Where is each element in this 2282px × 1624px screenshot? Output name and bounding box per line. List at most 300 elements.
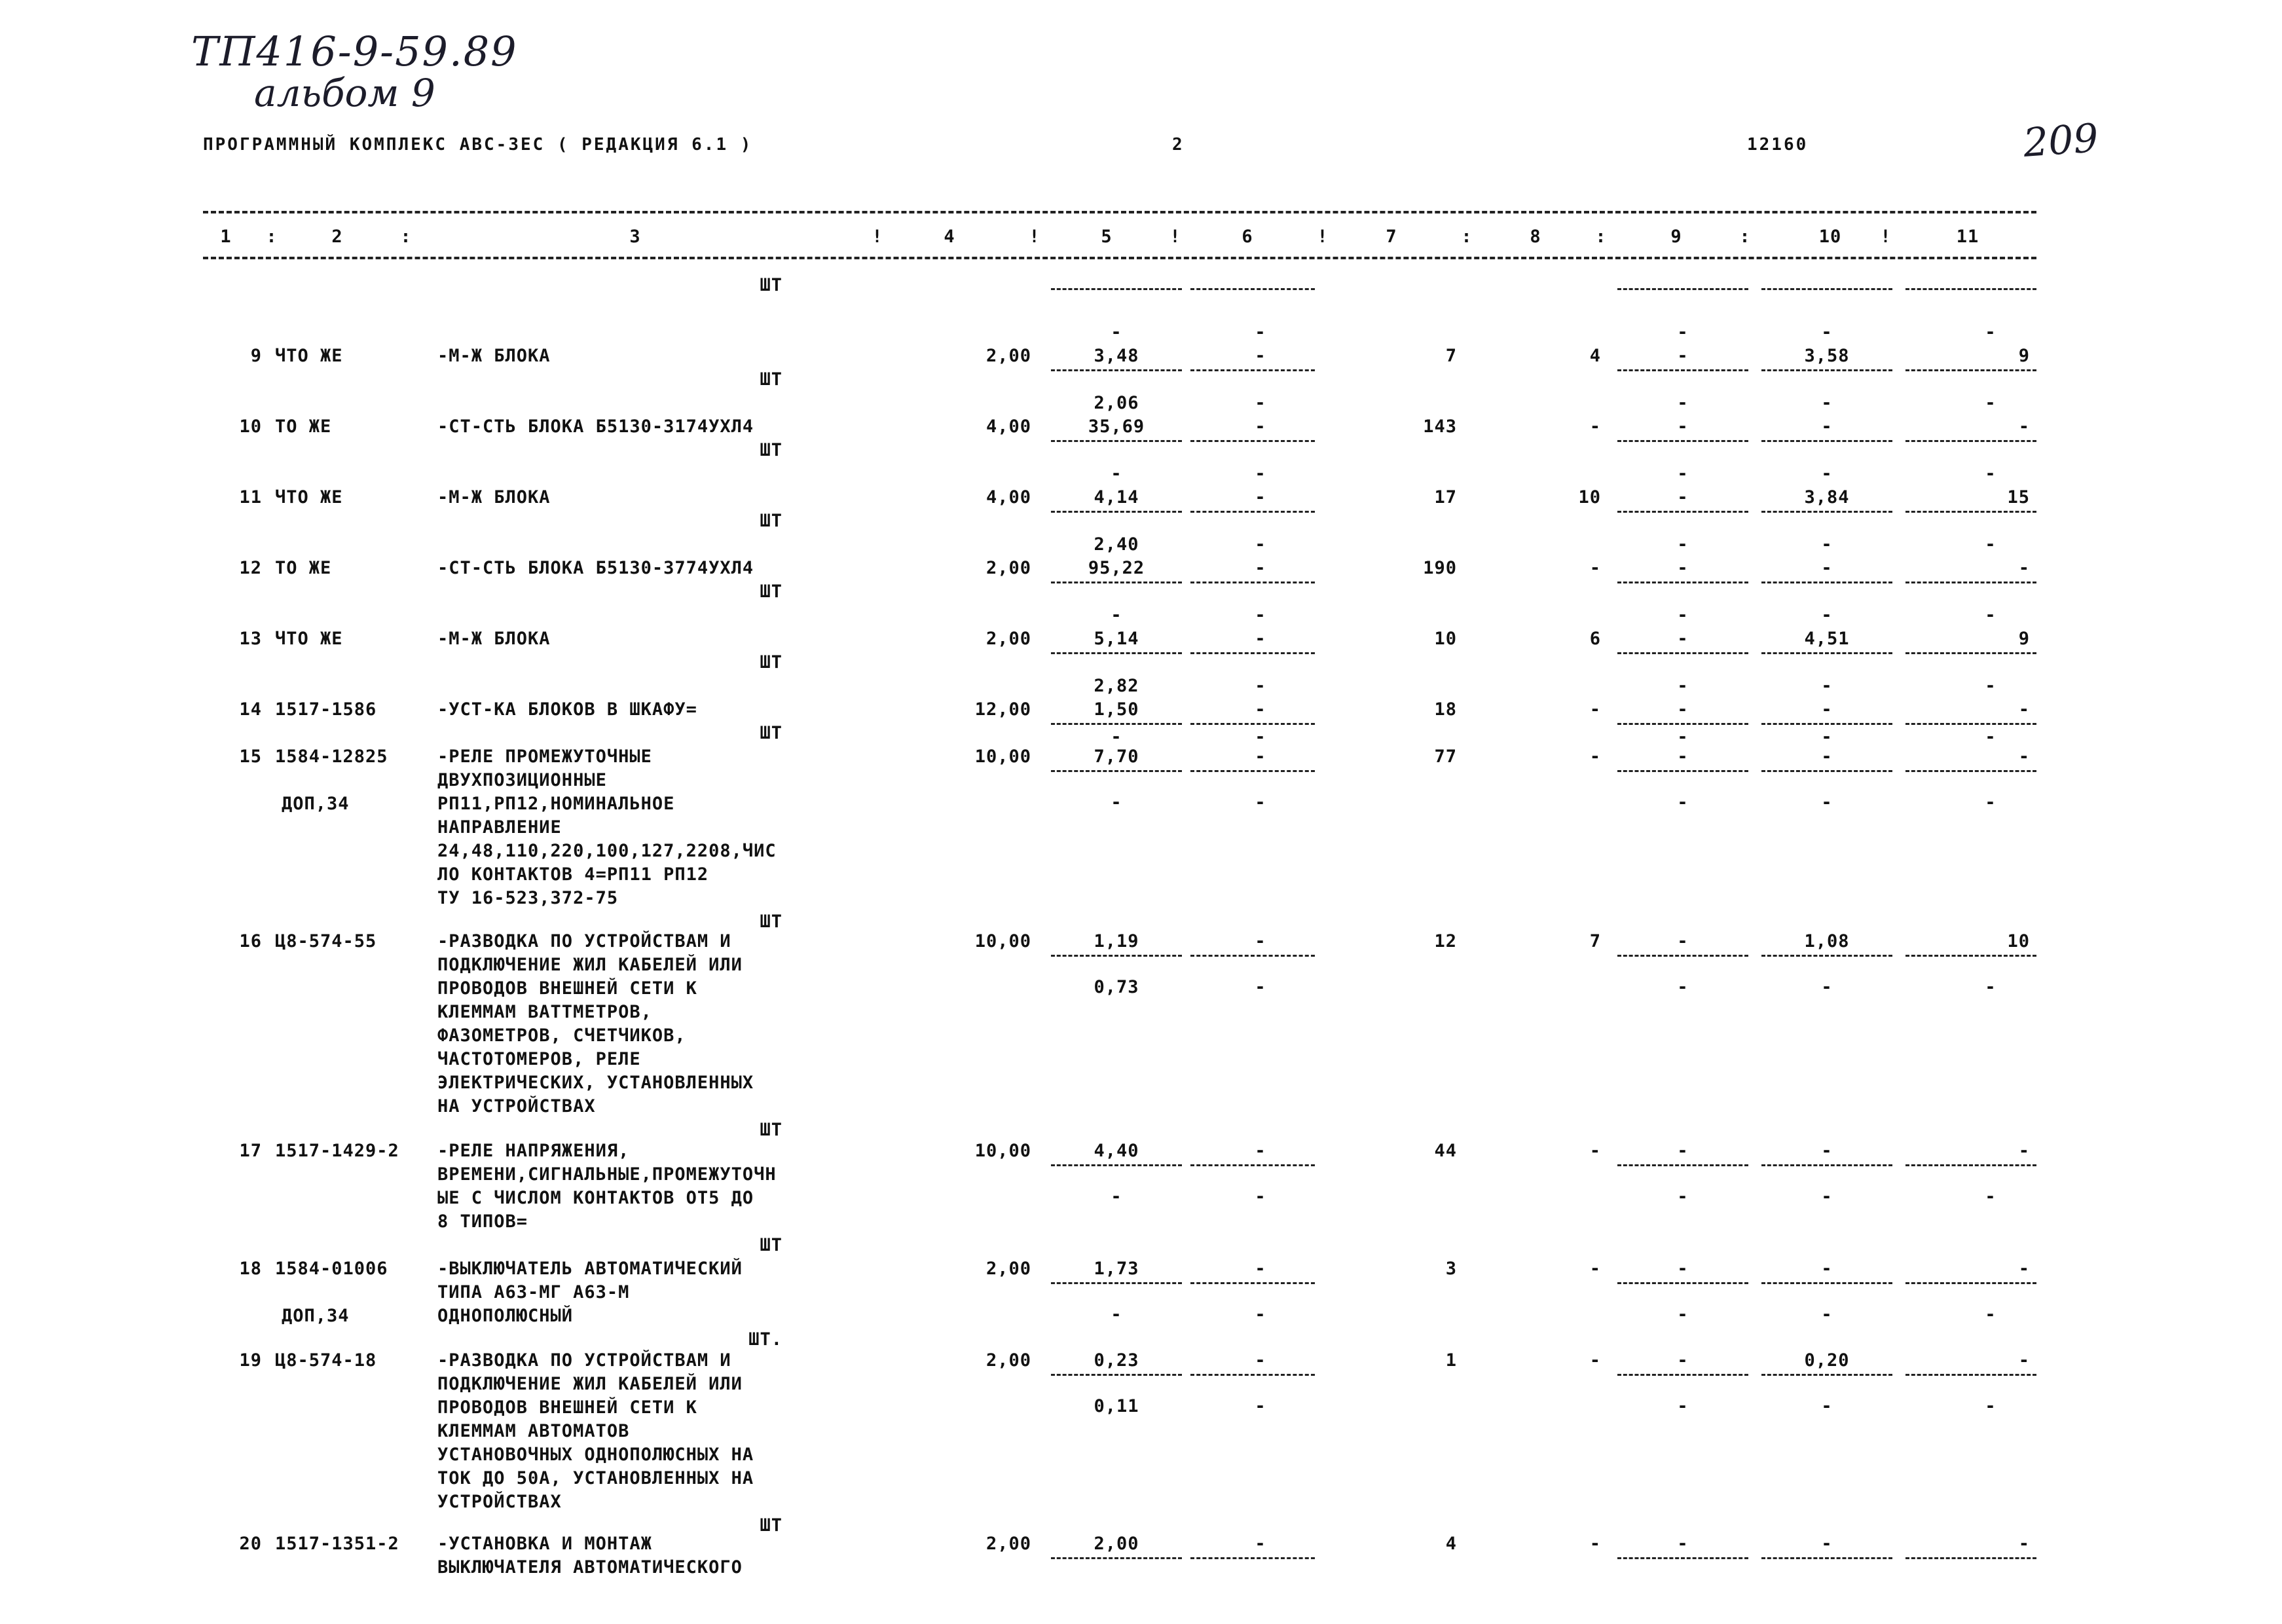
row-code: 1584-01006	[275, 1259, 388, 1279]
row-description: -УСТ-КА БЛОКОВ В ШКАФУ=	[437, 699, 697, 720]
cell-divider-dashes	[1905, 723, 2036, 725]
column-header-2: :	[266, 227, 278, 247]
unit-label: ШТ	[760, 723, 782, 743]
cell-divider-dashes	[1905, 511, 2036, 513]
col-10-value: -	[1821, 1396, 1833, 1416]
cell-divider-dashes	[1051, 511, 1182, 513]
col-11-value: -	[1985, 322, 1997, 342]
cell-divider-dashes	[1905, 1282, 2036, 1284]
row-description: ПРОВОДОВ ВНЕШНЕЙ СЕТИ К	[437, 1397, 697, 1418]
col-7-value: 10	[1434, 629, 1457, 649]
col-5-value: 0,23	[1094, 1350, 1139, 1371]
column-header-16: :	[1595, 227, 1607, 247]
cell-divider-dashes	[1905, 1557, 2036, 1559]
cell-divider-dashes	[1051, 955, 1182, 957]
column-header-14: :	[1461, 227, 1473, 247]
unit-label: ШТ	[760, 652, 782, 673]
cell-divider-dashes	[1905, 955, 2036, 957]
unit-label: ШТ	[760, 1235, 782, 1255]
col-5-value: -	[1111, 1304, 1122, 1325]
row-description: ДВУХПОЗИЦИОННЫЕ	[437, 770, 607, 790]
col-7-value: 7	[1445, 346, 1457, 366]
col-4-value: 4,00	[985, 416, 1031, 437]
row-description: НА УСТРОЙСТВАХ	[437, 1096, 596, 1116]
handwritten-document-code: ТП416-9-59.89	[191, 28, 518, 75]
col-5-value: 3,48	[1094, 346, 1139, 366]
col-8-value: 4	[1589, 346, 1601, 366]
row-description: УСТАНОВОЧНЫХ ОДНОПОЛЮСНЫХ НА	[437, 1445, 754, 1465]
column-header-5: 3	[629, 227, 641, 247]
col-5-value: 35,69	[1088, 416, 1145, 437]
col-5-value: 4,14	[1094, 487, 1139, 507]
cell-divider-dashes	[1761, 1557, 1892, 1559]
row-description: -М-Ж БЛОКА	[437, 629, 551, 649]
col-5-value: -	[1111, 464, 1122, 484]
program-title: ПРОГРАММНЫЙ КОМПЛЕКС АВС-ЗЕС ( РЕДАКЦИЯ 6.1 )	[203, 135, 753, 155]
cell-divider-dashes	[1051, 1374, 1182, 1376]
row-description: -РЕЛЕ НАПРЯЖЕНИЯ,	[437, 1141, 630, 1161]
col-6-value: -	[1255, 1350, 1266, 1371]
col-6-value: -	[1255, 629, 1266, 649]
col-6-value: -	[1255, 1534, 1266, 1554]
col-11-value: 10	[2007, 931, 2030, 951]
cell-divider-dashes	[1761, 369, 1892, 371]
row-number: 14	[239, 699, 262, 720]
cell-divider-dashes	[1190, 770, 1315, 772]
col-7-value: 190	[1423, 558, 1457, 578]
col-6-value: -	[1255, 346, 1266, 366]
col-10-value: -	[1821, 1534, 1833, 1554]
col-9-value: -	[1677, 977, 1689, 997]
row-description: -УСТАНОВКА И МОНТАЖ	[437, 1534, 652, 1554]
col-7-value: 77	[1434, 747, 1457, 767]
col-6-value: -	[1255, 977, 1266, 997]
col-10-value: 3,84	[1804, 487, 1850, 507]
col-7-value: 12	[1434, 931, 1457, 951]
col-9-value: -	[1677, 322, 1689, 342]
col-10-value: -	[1821, 1304, 1833, 1325]
col-9-value: -	[1677, 1141, 1689, 1161]
program-code: 12160	[1747, 135, 1809, 155]
col-9-value: -	[1677, 1259, 1689, 1279]
col-10-value: -	[1821, 1187, 1833, 1207]
row-number: 11	[239, 487, 262, 507]
column-header-6: !	[872, 227, 883, 247]
col-5-value: 1,19	[1094, 931, 1139, 951]
col-7-value: 44	[1434, 1141, 1457, 1161]
col-11-value: -	[2018, 1350, 2030, 1371]
cell-divider-dashes	[1617, 440, 1748, 442]
column-header-19: 10	[1818, 227, 1842, 247]
cell-divider-dashes	[1905, 288, 2036, 290]
col-9-value: -	[1677, 1304, 1689, 1325]
cell-divider-dashes	[1617, 955, 1748, 957]
col-9-value: -	[1677, 1350, 1689, 1371]
col-8-value: -	[1589, 747, 1601, 767]
col-6-value: -	[1255, 1187, 1266, 1207]
col-9-value: -	[1677, 699, 1689, 720]
col-10-value: -	[1821, 1259, 1833, 1279]
col-6-value: -	[1255, 605, 1266, 625]
col-5-value: -	[1111, 1187, 1122, 1207]
col-6-value: -	[1255, 534, 1266, 555]
col-7-value: 17	[1434, 487, 1457, 507]
cell-divider-dashes	[1190, 652, 1315, 654]
col-5-value: 0,73	[1094, 977, 1139, 997]
cell-divider-dashes	[1051, 1557, 1182, 1559]
column-header-21: 11	[1956, 227, 1979, 247]
row-number: 13	[239, 629, 262, 649]
cell-divider-dashes	[1617, 511, 1748, 513]
col-10-value: -	[1821, 393, 1833, 413]
col-10-value: 0,20	[1804, 1350, 1850, 1371]
col-6-value: -	[1255, 931, 1266, 951]
col-9-value: -	[1677, 1187, 1689, 1207]
col-6-value: -	[1255, 1141, 1266, 1161]
cell-divider-dashes	[1190, 955, 1315, 957]
handwritten-page-number: 209	[2021, 115, 2100, 166]
row-description: -ВЫКЛЮЧАТЕЛЬ АВТОМАТИЧЕСКИЙ	[437, 1259, 743, 1279]
cell-divider-dashes	[1617, 1557, 1748, 1559]
col-11-value: -	[2018, 747, 2030, 767]
cell-divider-dashes	[1905, 581, 2036, 583]
row-description: -РАЗВОДКА ПО УСТРОЙСТВАМ И	[437, 931, 731, 951]
row-description: ФАЗОМЕТРОВ, СЧЕТЧИКОВ,	[437, 1025, 686, 1046]
unit-label: ШТ	[760, 275, 782, 295]
col-11-value: -	[1985, 1187, 1997, 1207]
cell-divider-dashes	[1051, 581, 1182, 583]
unit-label: ШТ	[760, 1120, 782, 1140]
column-header-17: 9	[1670, 227, 1682, 247]
row-number: 16	[239, 931, 262, 951]
cell-divider-dashes	[1051, 369, 1182, 371]
handwritten-album-label: альбом 9	[254, 71, 435, 115]
cell-divider-dashes	[1051, 1282, 1182, 1284]
cell-divider-dashes	[1905, 652, 2036, 654]
row-description: ВРЕМЕНИ,СИГНАЛЬНЫЕ,ПРОМЕЖУТОЧН	[437, 1164, 777, 1185]
col-9-value: -	[1677, 464, 1689, 484]
row-description: -СТ-СТЬ БЛОКА Б5130-3174УХЛ4	[437, 416, 754, 437]
col-9-value: -	[1677, 747, 1689, 767]
cell-divider-dashes	[1761, 440, 1892, 442]
col-5-value: 1,73	[1094, 1259, 1139, 1279]
unit-label: ШТ	[760, 1515, 782, 1536]
column-header-8: !	[1029, 227, 1040, 247]
col-4-value: 12,00	[974, 699, 1031, 720]
row-number: 15	[239, 747, 262, 767]
col-6-value: -	[1255, 727, 1266, 747]
col-6-value: -	[1255, 676, 1266, 696]
unit-label: ШТ	[760, 511, 782, 531]
col-9-value: -	[1677, 416, 1689, 437]
cell-divider-dashes	[1617, 770, 1748, 772]
cell-divider-dashes	[1761, 288, 1892, 290]
col-11-value: -	[2018, 699, 2030, 720]
col-9-value: -	[1677, 1534, 1689, 1554]
col-7-value: 143	[1423, 416, 1457, 437]
cell-divider-dashes	[1051, 288, 1182, 290]
col-11-value: -	[1985, 676, 1997, 696]
row-description: -М-Ж БЛОКА	[437, 346, 551, 366]
cell-divider-dashes	[1761, 652, 1892, 654]
cell-divider-dashes	[1190, 581, 1315, 583]
col-6-value: -	[1255, 1396, 1266, 1416]
col-11-value: -	[1985, 534, 1997, 555]
row-code: ЧТО ЖЕ	[275, 487, 343, 507]
column-header-20: !	[1880, 227, 1892, 247]
row-description: ОДНОПОЛЮСНЫЙ	[437, 1306, 574, 1326]
column-header-3: 2	[331, 227, 343, 247]
col-8-value: -	[1589, 416, 1601, 437]
col-10-value: -	[1821, 676, 1833, 696]
col-11-value: 15	[2007, 487, 2030, 507]
row-description: ПОДКЛЮЧЕНИЕ ЖИЛ КАБЕЛЕЙ ИЛИ	[437, 1374, 743, 1394]
col-6-value: -	[1255, 416, 1266, 437]
row-description: -РЕЛЕ ПРОМЕЖУТОЧНЫЕ	[437, 747, 652, 767]
col-9-value: -	[1677, 346, 1689, 366]
col-8-value: 7	[1589, 931, 1601, 951]
row-code-extra: ДОП,34	[282, 794, 350, 814]
col-5-value: 4,40	[1094, 1141, 1139, 1161]
col-4-value: 10,00	[974, 1141, 1031, 1161]
col-10-value: -	[1821, 534, 1833, 555]
cell-divider-dashes	[1190, 723, 1315, 725]
column-header-9: 5	[1101, 227, 1113, 247]
cell-divider-dashes	[1190, 369, 1315, 371]
row-number: 17	[239, 1141, 262, 1161]
col-8-value: 6	[1589, 629, 1601, 649]
col-11-value: -	[1985, 605, 1997, 625]
col-10-value: -	[1821, 727, 1833, 747]
row-description: ПОДКЛЮЧЕНИЕ ЖИЛ КАБЕЛЕЙ ИЛИ	[437, 955, 743, 975]
col-5-value: 2,82	[1094, 676, 1139, 696]
col-5-value: 1,50	[1094, 699, 1139, 720]
col-10-value: -	[1821, 1141, 1833, 1161]
cell-divider-dashes	[1617, 1374, 1748, 1376]
col-8-value: -	[1589, 558, 1601, 578]
col-9-value: -	[1677, 605, 1689, 625]
row-description: -СТ-СТЬ БЛОКА Б5130-3774УХЛ4	[437, 558, 754, 578]
row-code: ТО ЖЕ	[275, 416, 332, 437]
row-code: 1517-1351-2	[275, 1534, 399, 1554]
cell-divider-dashes	[1617, 288, 1748, 290]
col-10-value: -	[1821, 699, 1833, 720]
col-6-value: -	[1255, 1304, 1266, 1325]
row-number: 10	[239, 416, 262, 437]
row-number: 9	[250, 346, 262, 366]
table-top-rule	[203, 211, 2036, 213]
cell-divider-dashes	[1617, 581, 1748, 583]
cell-divider-dashes	[1190, 1282, 1315, 1284]
row-description: -РАЗВОДКА ПО УСТРОЙСТВАМ И	[437, 1350, 731, 1371]
col-6-value: -	[1255, 487, 1266, 507]
row-description: КЛЕММАМ ВАТТМЕТРОВ,	[437, 1002, 652, 1022]
column-header-7: 4	[944, 227, 955, 247]
row-description: ПРОВОДОВ ВНЕШНЕЙ СЕТИ К	[437, 978, 697, 999]
row-code: Ц8-574-55	[275, 931, 377, 951]
row-number: 12	[239, 558, 262, 578]
col-5-value: 0,11	[1094, 1396, 1139, 1416]
col-6-value: -	[1255, 792, 1266, 813]
col-5-value: -	[1111, 727, 1122, 747]
cell-divider-dashes	[1617, 369, 1748, 371]
col-11-value: -	[1985, 393, 1997, 413]
col-10-value: -	[1821, 792, 1833, 813]
row-description: РП11,РП12,НОМИНАЛЬНОЕ	[437, 794, 675, 814]
col-7-value: 18	[1434, 699, 1457, 720]
row-code-extra: ДОП,34	[282, 1306, 350, 1326]
cell-divider-dashes	[1617, 652, 1748, 654]
unit-label: ШТ	[760, 369, 782, 390]
column-header-10: !	[1169, 227, 1181, 247]
table-header-rule	[203, 257, 2036, 259]
cell-divider-dashes	[1761, 1164, 1892, 1166]
cell-divider-dashes	[1051, 652, 1182, 654]
cell-divider-dashes	[1617, 1282, 1748, 1284]
row-description: ЛО КОНТАКТОВ 4=РП11 РП12	[437, 864, 709, 885]
col-8-value: 10	[1578, 487, 1601, 507]
col-9-value: -	[1677, 487, 1689, 507]
cell-divider-dashes	[1617, 1164, 1748, 1166]
col-11-value: 9	[2018, 629, 2030, 649]
col-9-value: -	[1677, 534, 1689, 555]
row-code: ЧТО ЖЕ	[275, 629, 343, 649]
cell-divider-dashes	[1761, 770, 1892, 772]
column-header-15: 8	[1530, 227, 1541, 247]
row-code: Ц8-574-18	[275, 1350, 377, 1371]
col-6-value: -	[1255, 1259, 1266, 1279]
row-code: 1517-1429-2	[275, 1141, 399, 1161]
col-9-value: -	[1677, 676, 1689, 696]
column-header-12: !	[1317, 227, 1329, 247]
cell-divider-dashes	[1905, 369, 2036, 371]
col-4-value: 2,00	[985, 1534, 1031, 1554]
cell-divider-dashes	[1905, 1374, 2036, 1376]
col-11-value: -	[1985, 1304, 1997, 1325]
row-description: 24,48,110,220,100,127,2208,ЧИС	[437, 841, 777, 861]
col-10-value: -	[1821, 464, 1833, 484]
cell-divider-dashes	[1761, 1282, 1892, 1284]
cell-divider-dashes	[1190, 1557, 1315, 1559]
col-4-value: 2,00	[985, 1350, 1031, 1371]
col-8-value: -	[1589, 1534, 1601, 1554]
row-description: ТОК ДО 50А, УСТАНОВЛЕННЫХ НА	[437, 1468, 754, 1488]
col-10-value: -	[1821, 605, 1833, 625]
row-description: ТУ 16-523,372-75	[437, 888, 619, 908]
row-description: ЫЕ С ЧИСЛОМ КОНТАКТОВ ОТ5 ДО	[437, 1188, 754, 1208]
cell-divider-dashes	[1190, 511, 1315, 513]
row-number: 20	[239, 1534, 262, 1554]
cell-divider-dashes	[1190, 288, 1315, 290]
col-10-value: -	[1821, 977, 1833, 997]
col-9-value: -	[1677, 931, 1689, 951]
cell-divider-dashes	[1761, 511, 1892, 513]
col-5-value: 7,70	[1094, 747, 1139, 767]
col-9-value: -	[1677, 629, 1689, 649]
col-8-value: -	[1589, 699, 1601, 720]
col-6-value: -	[1255, 322, 1266, 342]
col-10-value: -	[1821, 747, 1833, 767]
col-5-value: 2,00	[1094, 1534, 1139, 1554]
col-11-value: -	[1985, 1396, 1997, 1416]
col-5-value: -	[1111, 322, 1122, 342]
col-5-value: 5,14	[1094, 629, 1139, 649]
col-5-value: -	[1111, 792, 1122, 813]
col-7-value: 3	[1445, 1259, 1457, 1279]
col-10-value: -	[1821, 558, 1833, 578]
col-8-value: -	[1589, 1259, 1601, 1279]
row-description: УСТРОЙСТВАХ	[437, 1492, 562, 1512]
col-10-value: -	[1821, 322, 1833, 342]
col-4-value: 4,00	[985, 487, 1031, 507]
col-4-value: 2,00	[985, 1259, 1031, 1279]
col-11-value: -	[1985, 464, 1997, 484]
column-header-4: :	[400, 227, 412, 247]
cell-divider-dashes	[1051, 770, 1182, 772]
col-10-value: -	[1821, 416, 1833, 437]
col-6-value: -	[1255, 393, 1266, 413]
col-6-value: -	[1255, 747, 1266, 767]
col-9-value: -	[1677, 558, 1689, 578]
cell-divider-dashes	[1617, 723, 1748, 725]
col-5-value: 2,40	[1094, 534, 1139, 555]
col-6-value: -	[1255, 464, 1266, 484]
col-10-value: 1,08	[1804, 931, 1850, 951]
col-8-value: -	[1589, 1350, 1601, 1371]
cell-divider-dashes	[1051, 723, 1182, 725]
row-code: ЧТО ЖЕ	[275, 346, 343, 366]
col-7-value: 1	[1445, 1350, 1457, 1371]
cell-divider-dashes	[1761, 955, 1892, 957]
row-code: ТО ЖЕ	[275, 558, 332, 578]
cell-divider-dashes	[1190, 440, 1315, 442]
col-6-value: -	[1255, 558, 1266, 578]
col-11-value: 9	[2018, 346, 2030, 366]
col-7-value: 4	[1445, 1534, 1457, 1554]
unit-label: ШТ	[760, 581, 782, 602]
cell-divider-dashes	[1051, 440, 1182, 442]
cell-divider-dashes	[1761, 581, 1892, 583]
col-5-value: 2,06	[1094, 393, 1139, 413]
col-11-value: -	[2018, 1141, 2030, 1161]
col-5-value: 95,22	[1088, 558, 1145, 578]
row-code: 1584-12825	[275, 747, 388, 767]
cell-divider-dashes	[1051, 1164, 1182, 1166]
row-description: ВЫКЛЮЧАТЕЛЯ АВТОМАТИЧЕСКОГО	[437, 1557, 743, 1578]
col-10-value: 3,58	[1804, 346, 1850, 366]
row-description: 8 ТИПОВ=	[437, 1211, 528, 1232]
col-6-value: -	[1255, 699, 1266, 720]
col-11-value: -	[1985, 792, 1997, 813]
row-description: ЧАСТОТОМЕРОВ, РЕЛЕ	[437, 1049, 641, 1069]
col-4-value: 10,00	[974, 747, 1031, 767]
cell-divider-dashes	[1905, 1164, 2036, 1166]
unit-label: ШТ.	[748, 1329, 782, 1350]
col-11-value: -	[2018, 416, 2030, 437]
cell-divider-dashes	[1190, 1374, 1315, 1376]
col-9-value: -	[1677, 792, 1689, 813]
cell-divider-dashes	[1761, 723, 1892, 725]
col-11-value: -	[2018, 1259, 2030, 1279]
column-header-11: 6	[1242, 227, 1253, 247]
col-10-value: 4,51	[1804, 629, 1850, 649]
unit-label: ШТ	[760, 912, 782, 932]
program-page-number: 2	[1172, 135, 1185, 155]
col-11-value: -	[2018, 558, 2030, 578]
col-8-value: -	[1589, 1141, 1601, 1161]
cell-divider-dashes	[1905, 440, 2036, 442]
col-4-value: 2,00	[985, 558, 1031, 578]
